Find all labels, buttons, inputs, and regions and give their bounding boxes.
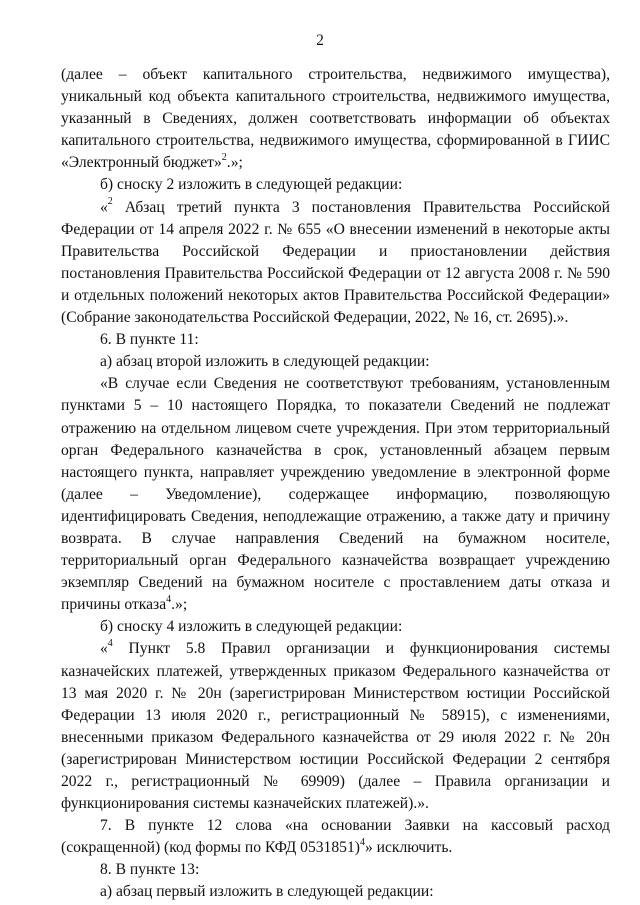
paragraph-text: б) сноску 2 изложить в следующей редакции: bbox=[100, 176, 403, 194]
paragraph-text: .»; bbox=[226, 154, 243, 172]
paragraph-text: Абзац третий пункта 3 постановления Правительства Российской Федерации от 14 апреля 2022 г. № 655 «О внесении изменений в некоторые акты Правительства Российской Федерации и приостановлении действия постановления Правительства Российской Федерации от 12 августа 2008 г. № 590 и отдельных положений некоторых актов Правительства Российской Федерации» (Собрание законодательства Российской Федерации, 2022, № 16, ст. 2695).». bbox=[61, 198, 610, 327]
paragraph bbox=[61, 815, 610, 859]
paragraph-text: 8. В пункте 13: bbox=[100, 861, 200, 879]
paragraph bbox=[61, 373, 610, 616]
paragraph bbox=[61, 881, 610, 903]
paragraph bbox=[61, 638, 610, 815]
footnote-ref: 2 bbox=[107, 196, 113, 208]
page-number: 2 bbox=[316, 32, 324, 49]
footnote-ref: 2 bbox=[221, 152, 227, 164]
document-body bbox=[61, 64, 610, 904]
paragraph bbox=[61, 329, 610, 351]
paragraph-text: 7. В пункте 12 слова «на основании Заявки на кассовый расход (сокращенной) (код формы по КФД 0531851) bbox=[61, 817, 610, 857]
footnote-ref: 4 bbox=[166, 594, 172, 606]
paragraph bbox=[61, 174, 610, 196]
footnote-ref: 4 bbox=[359, 837, 365, 849]
paragraph-text: » исключить. bbox=[364, 839, 453, 857]
paragraph-text: (далее – объект капитального строительства, недвижимого имущества), уникальный код объекта капитального строительства, недвижимого имущества, указанный в Сведениях, должен соответствовать информации об объектах капитального строительства, недвижимого имущества, сформированной в ГИИС «Электронный бюджет» bbox=[61, 66, 610, 172]
paragraph bbox=[61, 197, 610, 330]
paragraph-text: Пункт 5.8 Правил организации и функционирования системы казначейских платежей, утвержденных приказом Федерального казначейства от 13 мая 2020 г. № 20н (зарегистрирован Министерством юстиции Российской Федерации 13 июля 2020 г., регистрационный № 58915), с изменениями, внесенными приказом Федерального казначейства от 29 июля 2022 г. № 20н (зарегистрирован Министерством юстиции Российской Федерации 2 сентября 2022 г., регистрационный № 69909) (далее – Правила организации и функционирования системы казначейских платежей).». bbox=[61, 640, 610, 813]
footnote-ref: 4 bbox=[107, 638, 113, 650]
paragraph bbox=[61, 616, 610, 638]
paragraph-text: « bbox=[100, 640, 108, 658]
paragraph-text: а) абзац второй изложить в следующей редакции: bbox=[100, 353, 430, 371]
paragraph-text: а) абзац первый изложить в следующей редакции: bbox=[100, 883, 434, 901]
paragraph-text: .»; bbox=[171, 596, 188, 614]
paragraph-text: б) сноску 4 изложить в следующей редакции: bbox=[100, 618, 403, 636]
paragraph-text: «В случае если Сведения не соответствуют требованиям, установленным пунктами 5 – 10 настоящего Порядка, то показатели Сведений не подлежат отражению на отдельном лицевом счете учреждения. При этом территориальный орган Федерального казначейства в срок, установленный абзацем первым настоящего пункта, направляет учреждению уведомление в электронной форме (далее – Уведомление), содержащее информацию, позволяющую идентифицировать Сведения, неподлежащие отражению, а также дату и причину возврата. В случае направления Сведений на бумажном носителе, территориальный орган Федерального казначейства возвращает учреждению экземпляр Сведений на бумажном носителе с проставлением даты отказа и причины отказа bbox=[61, 375, 610, 614]
paragraph bbox=[61, 351, 610, 373]
paragraph bbox=[61, 859, 610, 881]
paragraph bbox=[61, 64, 610, 174]
paragraph-text: « bbox=[100, 198, 108, 216]
paragraph-text: 6. В пункте 11: bbox=[100, 331, 199, 349]
